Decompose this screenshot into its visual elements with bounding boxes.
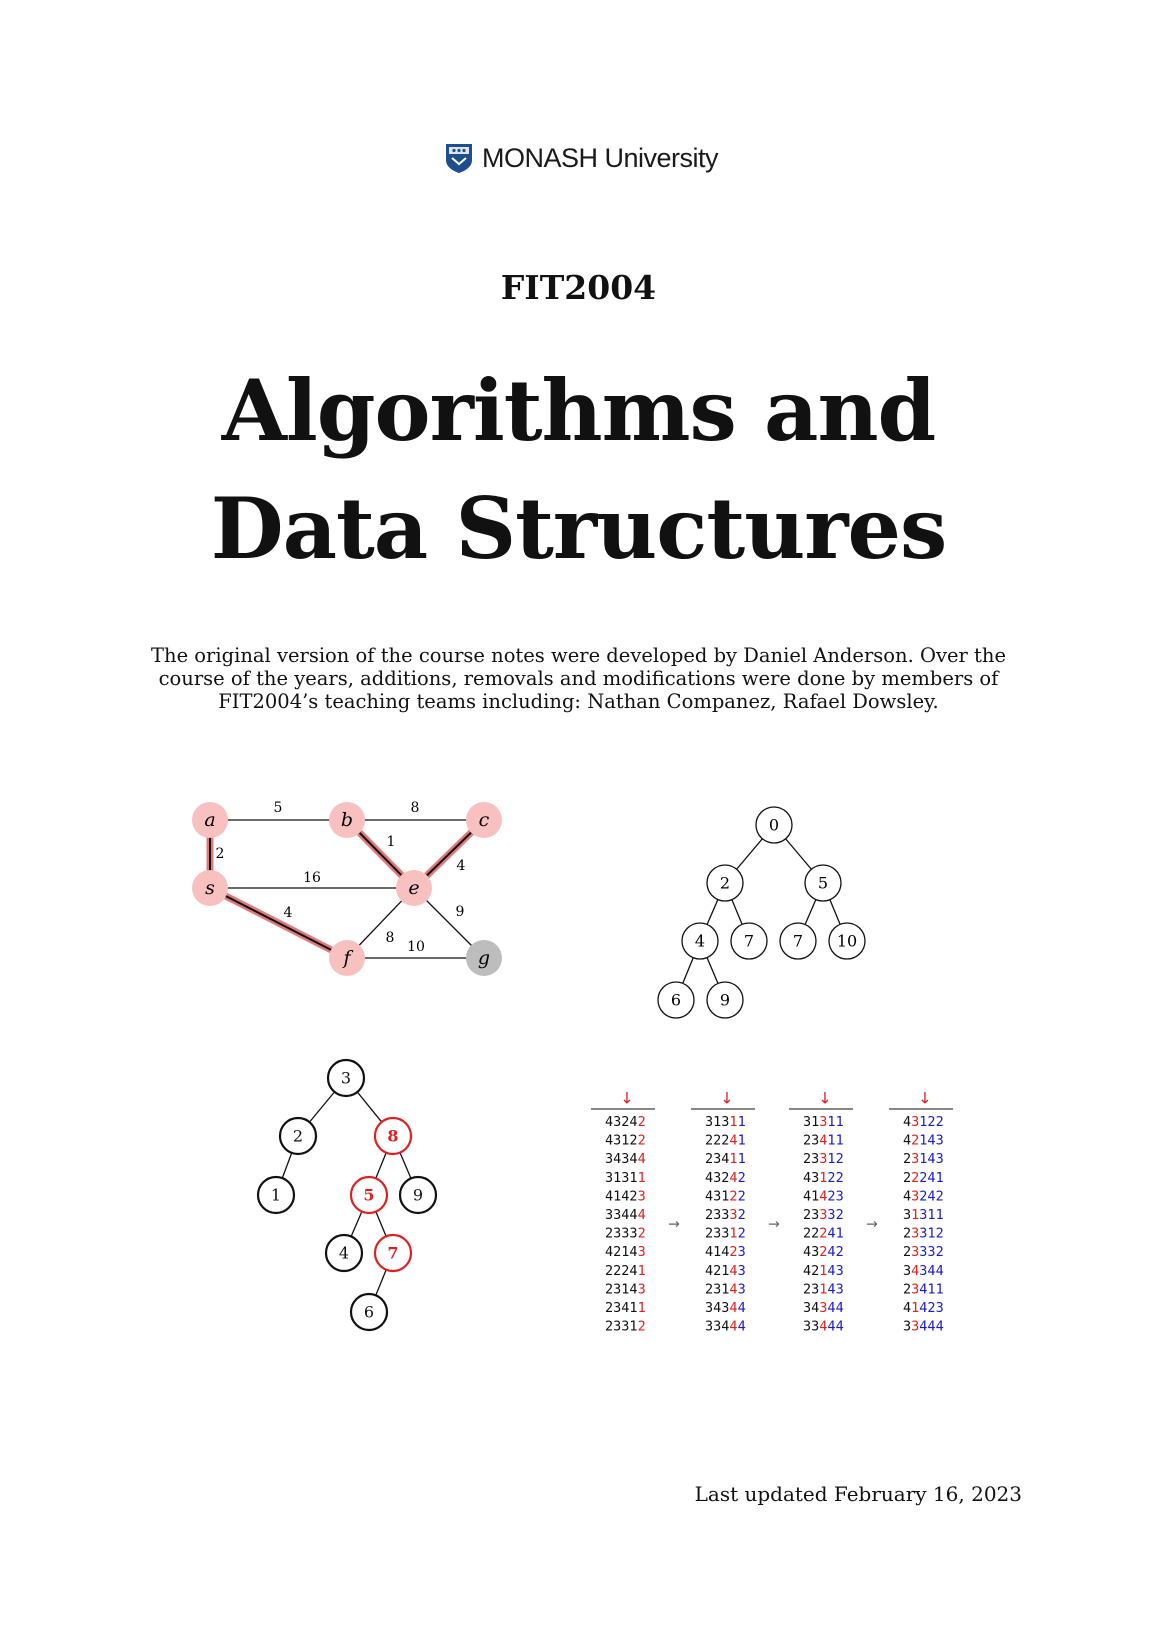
graph-edge: [210, 888, 347, 958]
radix-row: 31311: [903, 1207, 944, 1223]
rb-node-label: 1: [270, 1185, 282, 1205]
radix-row: 43122: [605, 1132, 646, 1149]
radix-row: 23411: [903, 1281, 944, 1298]
page-title: [0, 352, 1157, 588]
radix-pass-arrow: ↓: [620, 1088, 634, 1108]
radix-row: 43242: [903, 1188, 944, 1205]
heap-node-label: 7: [792, 931, 804, 951]
heap-node-label: 4: [694, 931, 706, 951]
radix-row: 41423: [705, 1244, 746, 1261]
rb-node-label: 4: [338, 1243, 350, 1263]
graph-node-label: f: [343, 947, 351, 969]
graph-node-label: a: [204, 809, 216, 831]
monash-crest-icon: [444, 142, 474, 174]
radix-row: 43242: [803, 1244, 844, 1261]
rb-node-label: 7: [387, 1243, 399, 1263]
graph-node-label: b: [340, 809, 354, 831]
graph-node-label: e: [408, 877, 420, 899]
heap-figure: [670, 805, 930, 1045]
rb-node-label: 3: [340, 1068, 352, 1088]
rb-node-label: 5: [363, 1185, 375, 1205]
radix-step-arrow: →: [768, 1216, 780, 1233]
radix-row: 42143: [705, 1262, 746, 1279]
radix-pass-arrow: ↓: [818, 1088, 832, 1108]
radix-row: 43242: [605, 1114, 646, 1130]
course-code: FIT2004: [500, 268, 657, 307]
graph-node-label: s: [205, 877, 215, 899]
graph-figure: [180, 800, 540, 1030]
last-updated: Last updated February 16, 2023: [694, 1482, 1022, 1506]
edge-weight-label: 1: [386, 834, 396, 850]
radix-row: 23411: [605, 1300, 646, 1316]
radix-row: 33444: [605, 1207, 646, 1223]
radix-row: 33444: [705, 1318, 746, 1335]
radix-row: 22241: [803, 1225, 844, 1242]
radix-row: 34344: [803, 1300, 844, 1316]
radix-row: 33444: [903, 1318, 944, 1335]
rb-node-label: 2: [292, 1126, 304, 1146]
logo-brand: MONASH: [482, 142, 598, 173]
edge-weight-label: 10: [407, 939, 425, 955]
radix-row: 43242: [705, 1169, 746, 1186]
radix-row: 23143: [803, 1281, 844, 1298]
radix-row: 41423: [803, 1188, 844, 1205]
title-line-1: Algorithms and: [221, 361, 936, 460]
edge-weight-label: 2: [215, 846, 225, 862]
rb-node-label: 6: [363, 1302, 375, 1322]
graph-node-label: c: [478, 809, 490, 831]
heap-node-label: 5: [817, 873, 829, 893]
intro-paragraph: The original version of the course notes were developed by Daniel Anderson. Over the course of the years, additions, removals and modifications were done by members of FIT2004’s teaching teams including: Nathan Companez, Rafael Dowsley.: [151, 644, 1006, 713]
radix-row: 31311: [705, 1114, 746, 1130]
radix-row: 23411: [803, 1132, 844, 1149]
radix-row: 31311: [605, 1169, 646, 1186]
radix-row: 43122: [705, 1188, 746, 1205]
graph-node-label: g: [477, 947, 491, 969]
radix-step-arrow: →: [866, 1216, 878, 1233]
radix-row: 22241: [903, 1169, 944, 1186]
radix-row: 31311: [803, 1114, 844, 1130]
radix-row: 33444: [803, 1318, 844, 1335]
red-black-tree-figure: [256, 1068, 456, 1375]
radix-row: 22241: [705, 1132, 746, 1149]
radix-row: 23332: [605, 1225, 646, 1242]
logo-suffix: University: [597, 142, 719, 173]
heap-node-label: 10: [836, 931, 858, 951]
radix-row: 23332: [903, 1244, 944, 1261]
radix-row: 23312: [605, 1318, 646, 1335]
heap-node-label: 7: [743, 931, 755, 951]
title-line-2: Data Structures: [210, 479, 947, 578]
radix-row: 22241: [605, 1262, 646, 1279]
edge-weight-label: 8: [410, 800, 420, 816]
heap-node-label: 6: [670, 990, 682, 1010]
radix-row: 34344: [903, 1262, 944, 1279]
radix-row: 23143: [705, 1281, 746, 1298]
edge-weight-label: 5: [273, 800, 283, 816]
edge-weight-label: 8: [385, 930, 395, 946]
radix-row: 23143: [605, 1281, 646, 1298]
radix-row: 41423: [605, 1188, 646, 1205]
edge-weight-label: 9: [455, 904, 465, 920]
heap-node-label: 2: [719, 873, 731, 893]
monash-logo: [444, 140, 718, 176]
radix-row: 43122: [903, 1114, 944, 1130]
radix-row: 41423: [903, 1300, 944, 1316]
rb-node-label: 9: [412, 1185, 424, 1205]
radix-row: 34344: [605, 1151, 646, 1168]
rb-node-label: 8: [387, 1126, 399, 1146]
radix-row: 23143: [903, 1151, 944, 1168]
radix-sort-figure: [595, 1088, 1015, 1365]
heap-node-label: 9: [719, 990, 731, 1010]
radix-row: 42143: [903, 1132, 944, 1149]
heap-node-label: 0: [768, 815, 780, 835]
edge-weight-label: 16: [303, 870, 321, 886]
radix-step-arrow: →: [668, 1216, 680, 1233]
radix-row: 42143: [605, 1244, 646, 1261]
radix-row: 23312: [705, 1225, 746, 1242]
radix-row: 23332: [705, 1207, 746, 1223]
radix-row: 23332: [803, 1207, 844, 1223]
radix-row: 23411: [705, 1151, 746, 1168]
radix-row: 23312: [903, 1225, 944, 1242]
logo-wordmark: [482, 143, 718, 174]
radix-pass-arrow: ↓: [720, 1088, 734, 1108]
radix-row: 23312: [803, 1151, 844, 1168]
edge-weight-label: 4: [283, 905, 293, 921]
radix-row: 34344: [705, 1300, 746, 1316]
radix-pass-arrow: ↓: [918, 1088, 932, 1108]
radix-row: 42143: [803, 1262, 844, 1279]
edge-weight-label: 4: [456, 858, 466, 874]
radix-row: 43122: [803, 1169, 844, 1186]
